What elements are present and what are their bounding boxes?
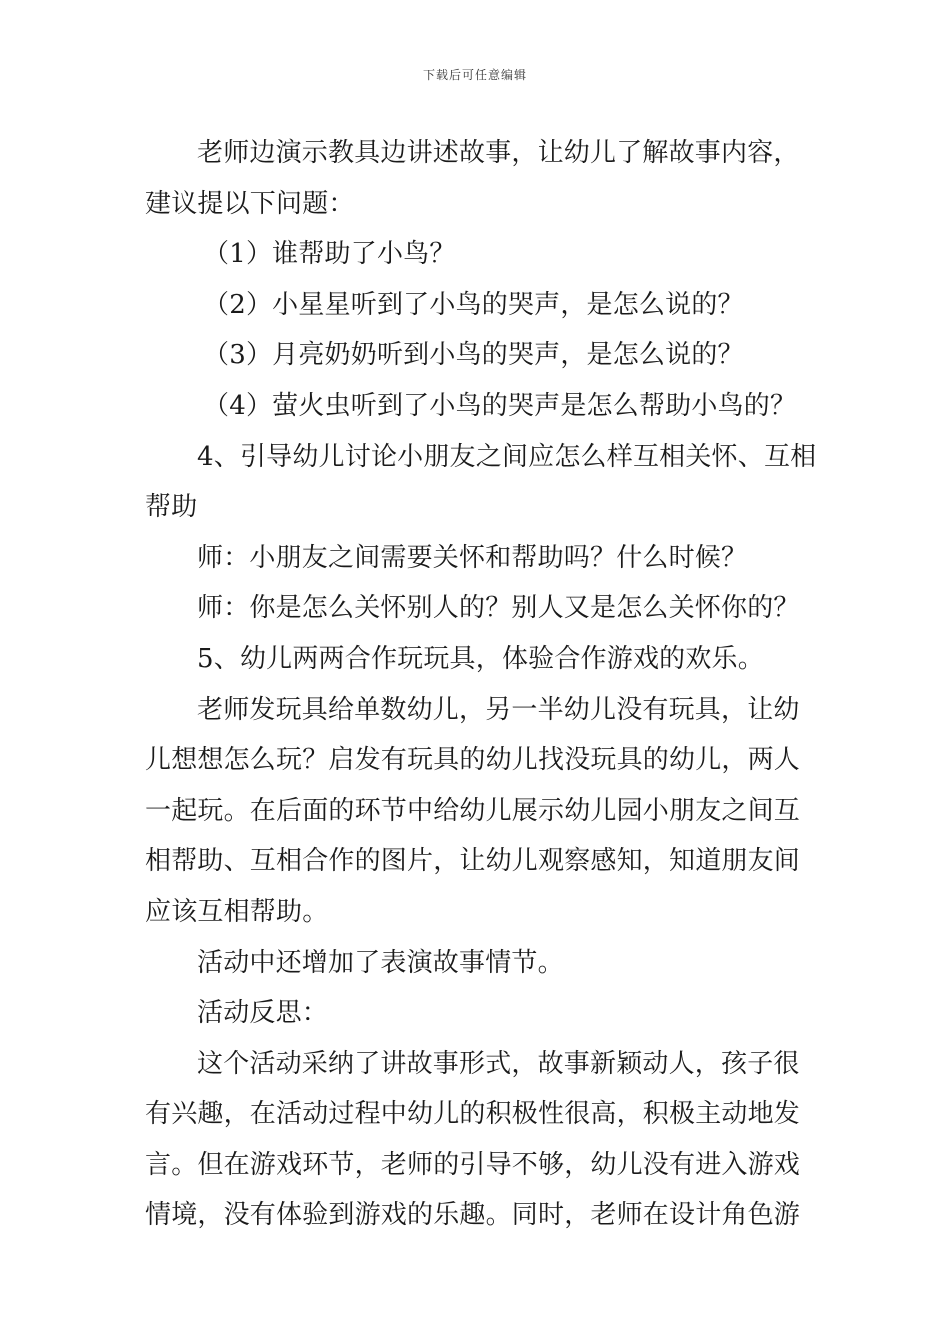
text-line: 儿想想怎么玩？启发有玩具的幼儿找没玩具的幼儿，两人 <box>145 745 801 776</box>
text-line: （3）月亮奶奶听到小鸟的哭声，是怎么说的？ <box>203 340 744 371</box>
text-line: 应该互相帮助。 <box>145 896 329 927</box>
text-line: 老师边演示教具边讲述故事，让幼儿了解故事内容， <box>197 138 800 168</box>
text-line: 言。但在游戏环节，老师的引导不够，幼儿没有进入游戏 <box>145 1149 801 1180</box>
text-line: （2）小星星听到了小鸟的哭声，是怎么说的？ <box>203 289 744 320</box>
text-line: 4、引导幼儿讨论小朋友之间应怎么样互相关怀、互相 <box>197 441 817 472</box>
text-line: 有兴趣，在活动过程中幼儿的积极性很高，积极主动地发 <box>145 1099 801 1130</box>
text-line: 建议提以下问题： <box>145 188 355 219</box>
text-line: 相帮助、互相合作的图片，让幼儿观察感知，知道朋友间 <box>145 846 801 877</box>
document-body <box>145 128 817 1241</box>
page-header: 下载后可任意编辑 <box>422 68 527 82</box>
text-line: 情境，没有体验到游戏的乐趣。同时，老师在设计角色游 <box>145 1200 801 1231</box>
text-line: 活动中还增加了表演故事情节。 <box>197 947 564 978</box>
text-line: （4）萤火虫听到了小鸟的哭声是怎么帮助小鸟的？ <box>203 390 797 421</box>
text-line: 5、幼儿两两合作玩玩具，体验合作游戏的欢乐。 <box>197 643 764 674</box>
text-line: （1）谁帮助了小鸟？ <box>203 239 456 270</box>
text-line: 老师发玩具给单数幼儿，另一半幼儿没有玩具，让幼 <box>197 694 800 725</box>
text-line: 帮助 <box>145 492 198 523</box>
text-line: 一起玩。在后面的环节中给幼儿展示幼儿园小朋友之间互 <box>145 795 801 826</box>
text-line: 师：你是怎么关怀别人的？别人又是怎么关怀你的？ <box>197 593 800 624</box>
text-line: 这个活动采纳了讲故事形式，故事新颖动人，孩子很 <box>197 1048 800 1079</box>
text-line: 活动反思： <box>197 998 329 1029</box>
text-line: 师：小朋友之间需要关怀和帮助吗？什么时候？ <box>197 542 748 573</box>
